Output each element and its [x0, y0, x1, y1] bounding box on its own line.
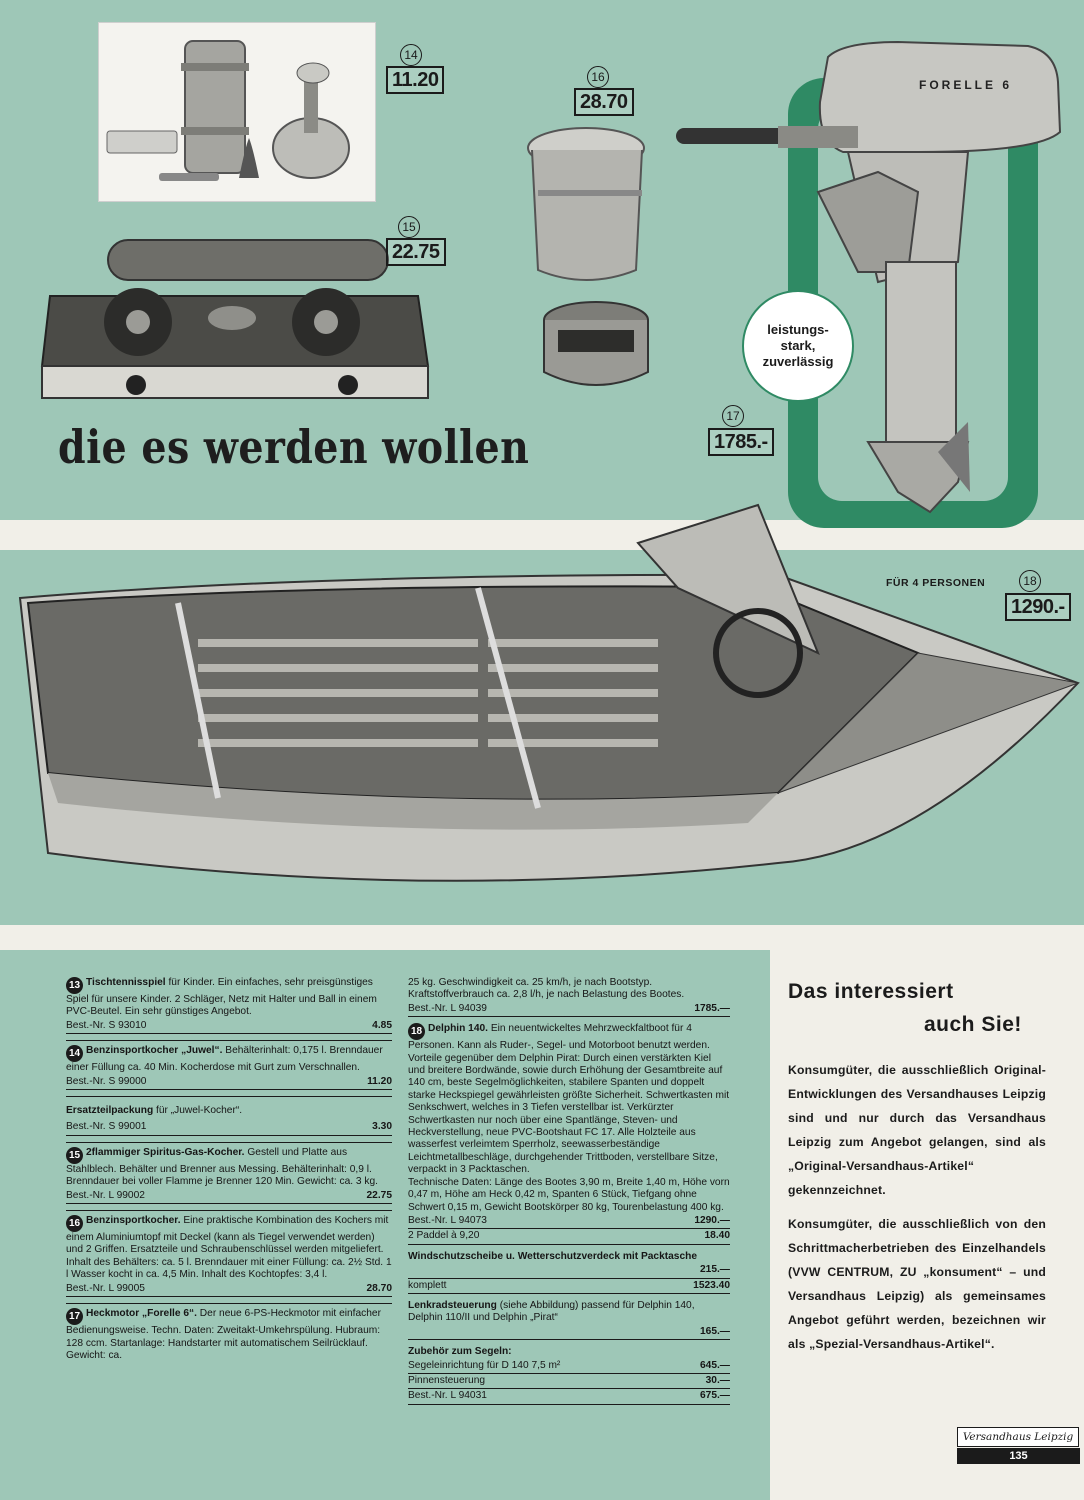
- price-tag-17: 1785.-: [708, 428, 774, 456]
- order-price: 675.—: [699, 1390, 730, 1402]
- entry-steering: [408, 1300, 730, 1340]
- boat-capacity-caption: FÜR 4 PERSONEN: [886, 577, 986, 589]
- order-row: [408, 1375, 730, 1389]
- badge-line-1: leistungs-: [767, 322, 829, 337]
- order-price: 1785.—: [694, 1002, 730, 1014]
- order-row: [66, 1121, 392, 1135]
- order-price: 28.70: [366, 1282, 392, 1294]
- order-label: Segeleinrichtung für D 140 7,5 m²: [408, 1359, 561, 1371]
- price-tag-18: 1290.-: [1005, 593, 1071, 621]
- entry-title: Delphin 140.: [428, 1023, 489, 1035]
- right-paragraph-2: Konsumgüter, die ausschließlich von den Schrittmacherbetrieben des Einzelhandels (VVW CENTRUM, ZU „konsument“ – und Versandhaus Leipzig) als gemeinsames Angebot geführt werden, bezeichnen wir als „Spezial-Versandhaus-Artikel“.: [788, 1217, 1046, 1351]
- entry-text: (siehe Abbildung) passend für Delphin 140, Delphin 110/II und Delphin „Pirat“: [408, 1299, 695, 1324]
- price-tag-15: 22.75: [386, 238, 446, 266]
- entry-14: [66, 1045, 392, 1090]
- divider: [66, 1040, 392, 1041]
- entry-text: für Kinder. Ein einfaches, sehr preisgünstiges Spiel für unsere Kinder. 2 Schläger, Netz mit Halter und Ball in einem PVC-Beutel. Ein sehr günstiges Angebot.: [66, 977, 377, 1018]
- description-column-2: [408, 977, 730, 1411]
- entry-text: Eine praktische Kombination des Kochers mit einem Aluminiumtopf mit Deckel (kann als Tiegel verwendet werden) und 2 Griffen. Ersatzteile und Schraubenschlüssel werden mitgeliefert. Inhalt des Behälters: ca. 5 l. Brenndauer mit einer Füllung: ca. 2½ Std. 1 l Wasser kocht in ca. 4,5 Min. Inhalt des Kochtopfes: 3,4 l.: [66, 1215, 392, 1281]
- performance-badge: [742, 290, 854, 402]
- item-number-18: 18: [1019, 570, 1041, 592]
- item-number-14: 14: [400, 44, 422, 66]
- order-row: [408, 1280, 730, 1294]
- order-price: 1523.40: [693, 1279, 730, 1291]
- order-row: [408, 1003, 730, 1017]
- price-tag-16: 28.70: [574, 88, 634, 116]
- divider: [66, 1303, 392, 1304]
- order-label: komplett: [408, 1279, 447, 1291]
- entry-18: [408, 1023, 730, 1245]
- order-price: 18.40: [704, 1230, 730, 1242]
- entry-text: Behälterinhalt: 0,175 l. Brenndauer einer Füllung ca. 40 Min. Kocherdose mit Gurt zum Verschnallen.: [66, 1045, 383, 1074]
- entry-text: Gestell und Platte aus Stahlblech. Behälter und Brenner aus Messing. Behälterinhalt: 0,9 l. Brenndauer bei voller Flamme je Brenner 120 Min. Gewicht: ca. 3 kg.: [66, 1146, 378, 1188]
- order-price: 4.85: [372, 1019, 392, 1031]
- order-label: Best.-Nr. S 99001: [66, 1121, 147, 1133]
- right-title-line-2: auch Sie!: [924, 1013, 1022, 1036]
- order-price: 22.75: [366, 1189, 392, 1201]
- order-row: [408, 1360, 730, 1374]
- order-row: [408, 1326, 730, 1340]
- entry-advantages: Vorteile gegenüber dem Delphin Pirat: Durch einen verstärkten Kiel und breitere Bordwände, sowie durch Erhöhung der Gesamtbreite auf 140 cm, beste Segelmöglichkeiten, stabilere Spanten und doppelt starke Heckspiegel gewährleisten größte Sicherheit. Schwertkasten mit Senkschwert, welches in 3 Tiefen verstellbar ist. Verkürzter Schwertkasten nur noch über eine Spantlänge, Steven- und Heckverstellung, neue PVC-Bootshaut FC 17. Alle Holzteile aus wasserfest verleimtem Sperrholz, seewasserbeständige Leichtmetallbeschläge, durchgehender Trittboden, verstellbare Sitze, verpackt in 3 Packtaschen.: [408, 1052, 730, 1176]
- order-label: Pinnensteuerung: [408, 1374, 486, 1386]
- badge-line-3: zuverlässig: [762, 354, 834, 369]
- entry-title: Benzinsportkocher „Juwel“.: [86, 1045, 223, 1057]
- order-row: [66, 1020, 392, 1034]
- entry-text: Der neue 6-PS-Heckmotor mit einfacher Bedienungsweise. Techn. Daten: Zweitakt-Umkehrspülung. Hubraum: 128 ccm. Startanlage: Handstarter mit automatischem Seilrücklauf. Gewicht: ca.: [66, 1308, 381, 1361]
- entry-windshield: [408, 1251, 730, 1294]
- folding-boat-photo: [18, 503, 1080, 913]
- two-burner-stove-photo: [40, 238, 432, 408]
- entry-14b: [66, 1105, 392, 1136]
- divider: [66, 1210, 392, 1211]
- right-paragraph-1: Konsumgüter, die ausschließlich Original-Entwicklungen des Versandhauses Leipzig sind und nur durch das Versandhaus Leipzig zum Angebot gelangen, sind als „Original-Versandhaus-Artikel“ gekennzeichnet.: [788, 1063, 1046, 1197]
- order-row: [66, 1076, 392, 1090]
- motor-brand-label: FORELLE 6: [919, 78, 1013, 92]
- publisher-logo: Versandhaus Leipzig: [957, 1427, 1079, 1447]
- item-number-15: 15: [398, 216, 420, 238]
- entry-13: [66, 977, 392, 1034]
- entry-number: 17: [66, 1308, 83, 1325]
- page-headline: die es werden wollen: [58, 420, 530, 474]
- price-tag-14: 11.20: [386, 66, 444, 94]
- order-price: 645.—: [699, 1359, 730, 1371]
- page-number: 135: [957, 1448, 1080, 1464]
- order-label: Best.-Nr. L 99005: [66, 1282, 145, 1294]
- stove-pot-combo-photo: [518, 120, 658, 410]
- order-row: [408, 1230, 730, 1244]
- entry-17-continued: [408, 977, 730, 1017]
- right-title-line-1: Das interessiert: [788, 980, 954, 1003]
- sport-stove-kit-photo: [98, 22, 376, 202]
- entry-number: 14: [66, 1045, 83, 1062]
- description-column-1: [66, 977, 392, 1368]
- order-label: Best.-Nr. S 99000: [66, 1075, 147, 1087]
- entry-title: Tischtennisspiel: [86, 977, 166, 988]
- entry-sailing: [408, 1346, 730, 1405]
- entry-title: Lenkradsteuerung: [408, 1299, 497, 1311]
- entry-tech-data: Technische Daten: Länge des Bootes 3,90 m, Breite 1,40 m, Höhe vorn 0,47 m, Höhe am Heck 0,42 m, Spanten 6 Stück, Tiefgang ohne Schwert 0,15 m, Gewicht Bootskörper 80 kg, Tourenbelastung 400 kg.: [408, 1176, 730, 1213]
- order-row: [408, 1264, 730, 1278]
- order-row: [66, 1190, 392, 1204]
- entry-title: Benzinsportkocher.: [86, 1215, 181, 1227]
- entry-16: [66, 1215, 392, 1297]
- order-price: 3.30: [372, 1121, 392, 1133]
- order-price: 1290.—: [694, 1214, 730, 1226]
- order-label: Best.-Nr. L 94031: [408, 1390, 487, 1402]
- entry-number: 16: [66, 1215, 83, 1232]
- entry-number: 15: [66, 1147, 83, 1164]
- order-price: 165.—: [699, 1325, 730, 1337]
- entry-number: 13: [66, 977, 83, 994]
- divider: [66, 1142, 392, 1143]
- order-label: Best.-Nr. L 94039: [408, 1002, 487, 1014]
- entry-title: Zubehör zum Segeln:: [408, 1346, 512, 1358]
- order-label: Best.-Nr. L 99002: [66, 1189, 145, 1201]
- order-price: 215.—: [699, 1264, 730, 1276]
- order-row: [66, 1283, 392, 1297]
- order-row: [408, 1390, 730, 1404]
- order-price: 30.—: [705, 1374, 730, 1386]
- entry-text: Ein neuentwickeltes Mehrzweckfaltboot für 4 Personen. Kann als Ruder-, Segel- und Motorboot benutzt werden.: [408, 1023, 710, 1052]
- entry-title: 2flammiger Spiritus-Gas-Kocher.: [86, 1146, 245, 1158]
- entry-15: [66, 1147, 392, 1204]
- item-number-17: 17: [722, 405, 744, 427]
- order-label: Best.-Nr. S 93010: [66, 1019, 147, 1031]
- divider: [66, 1096, 392, 1097]
- entry-title: Heckmotor „Forelle 6“.: [86, 1308, 197, 1320]
- order-label: 2 Paddel à 9,20: [408, 1230, 480, 1242]
- entry-text: 25 kg. Geschwindigkeit ca. 25 km/h, je nach Bootstyp. Kraftstoffverbrauch ca. 2,8 l/h, je nach Belastung des Bootes.: [408, 977, 685, 1001]
- order-row: [408, 1215, 730, 1229]
- badge-line-2: stark,: [780, 338, 816, 353]
- entry-number: 18: [408, 1023, 425, 1040]
- entry-title: Ersatzteilpackung: [66, 1105, 154, 1117]
- order-price: 11.20: [367, 1075, 392, 1087]
- order-label: Best.-Nr. L 94073: [408, 1214, 487, 1226]
- entry-17: [66, 1308, 392, 1362]
- entry-title: Windschutzscheibe u. Wetterschutzverdeck mit Packtasche: [408, 1250, 698, 1262]
- item-number-16: 16: [587, 66, 609, 88]
- entry-text: für „Juwel-Kocher“.: [153, 1105, 243, 1117]
